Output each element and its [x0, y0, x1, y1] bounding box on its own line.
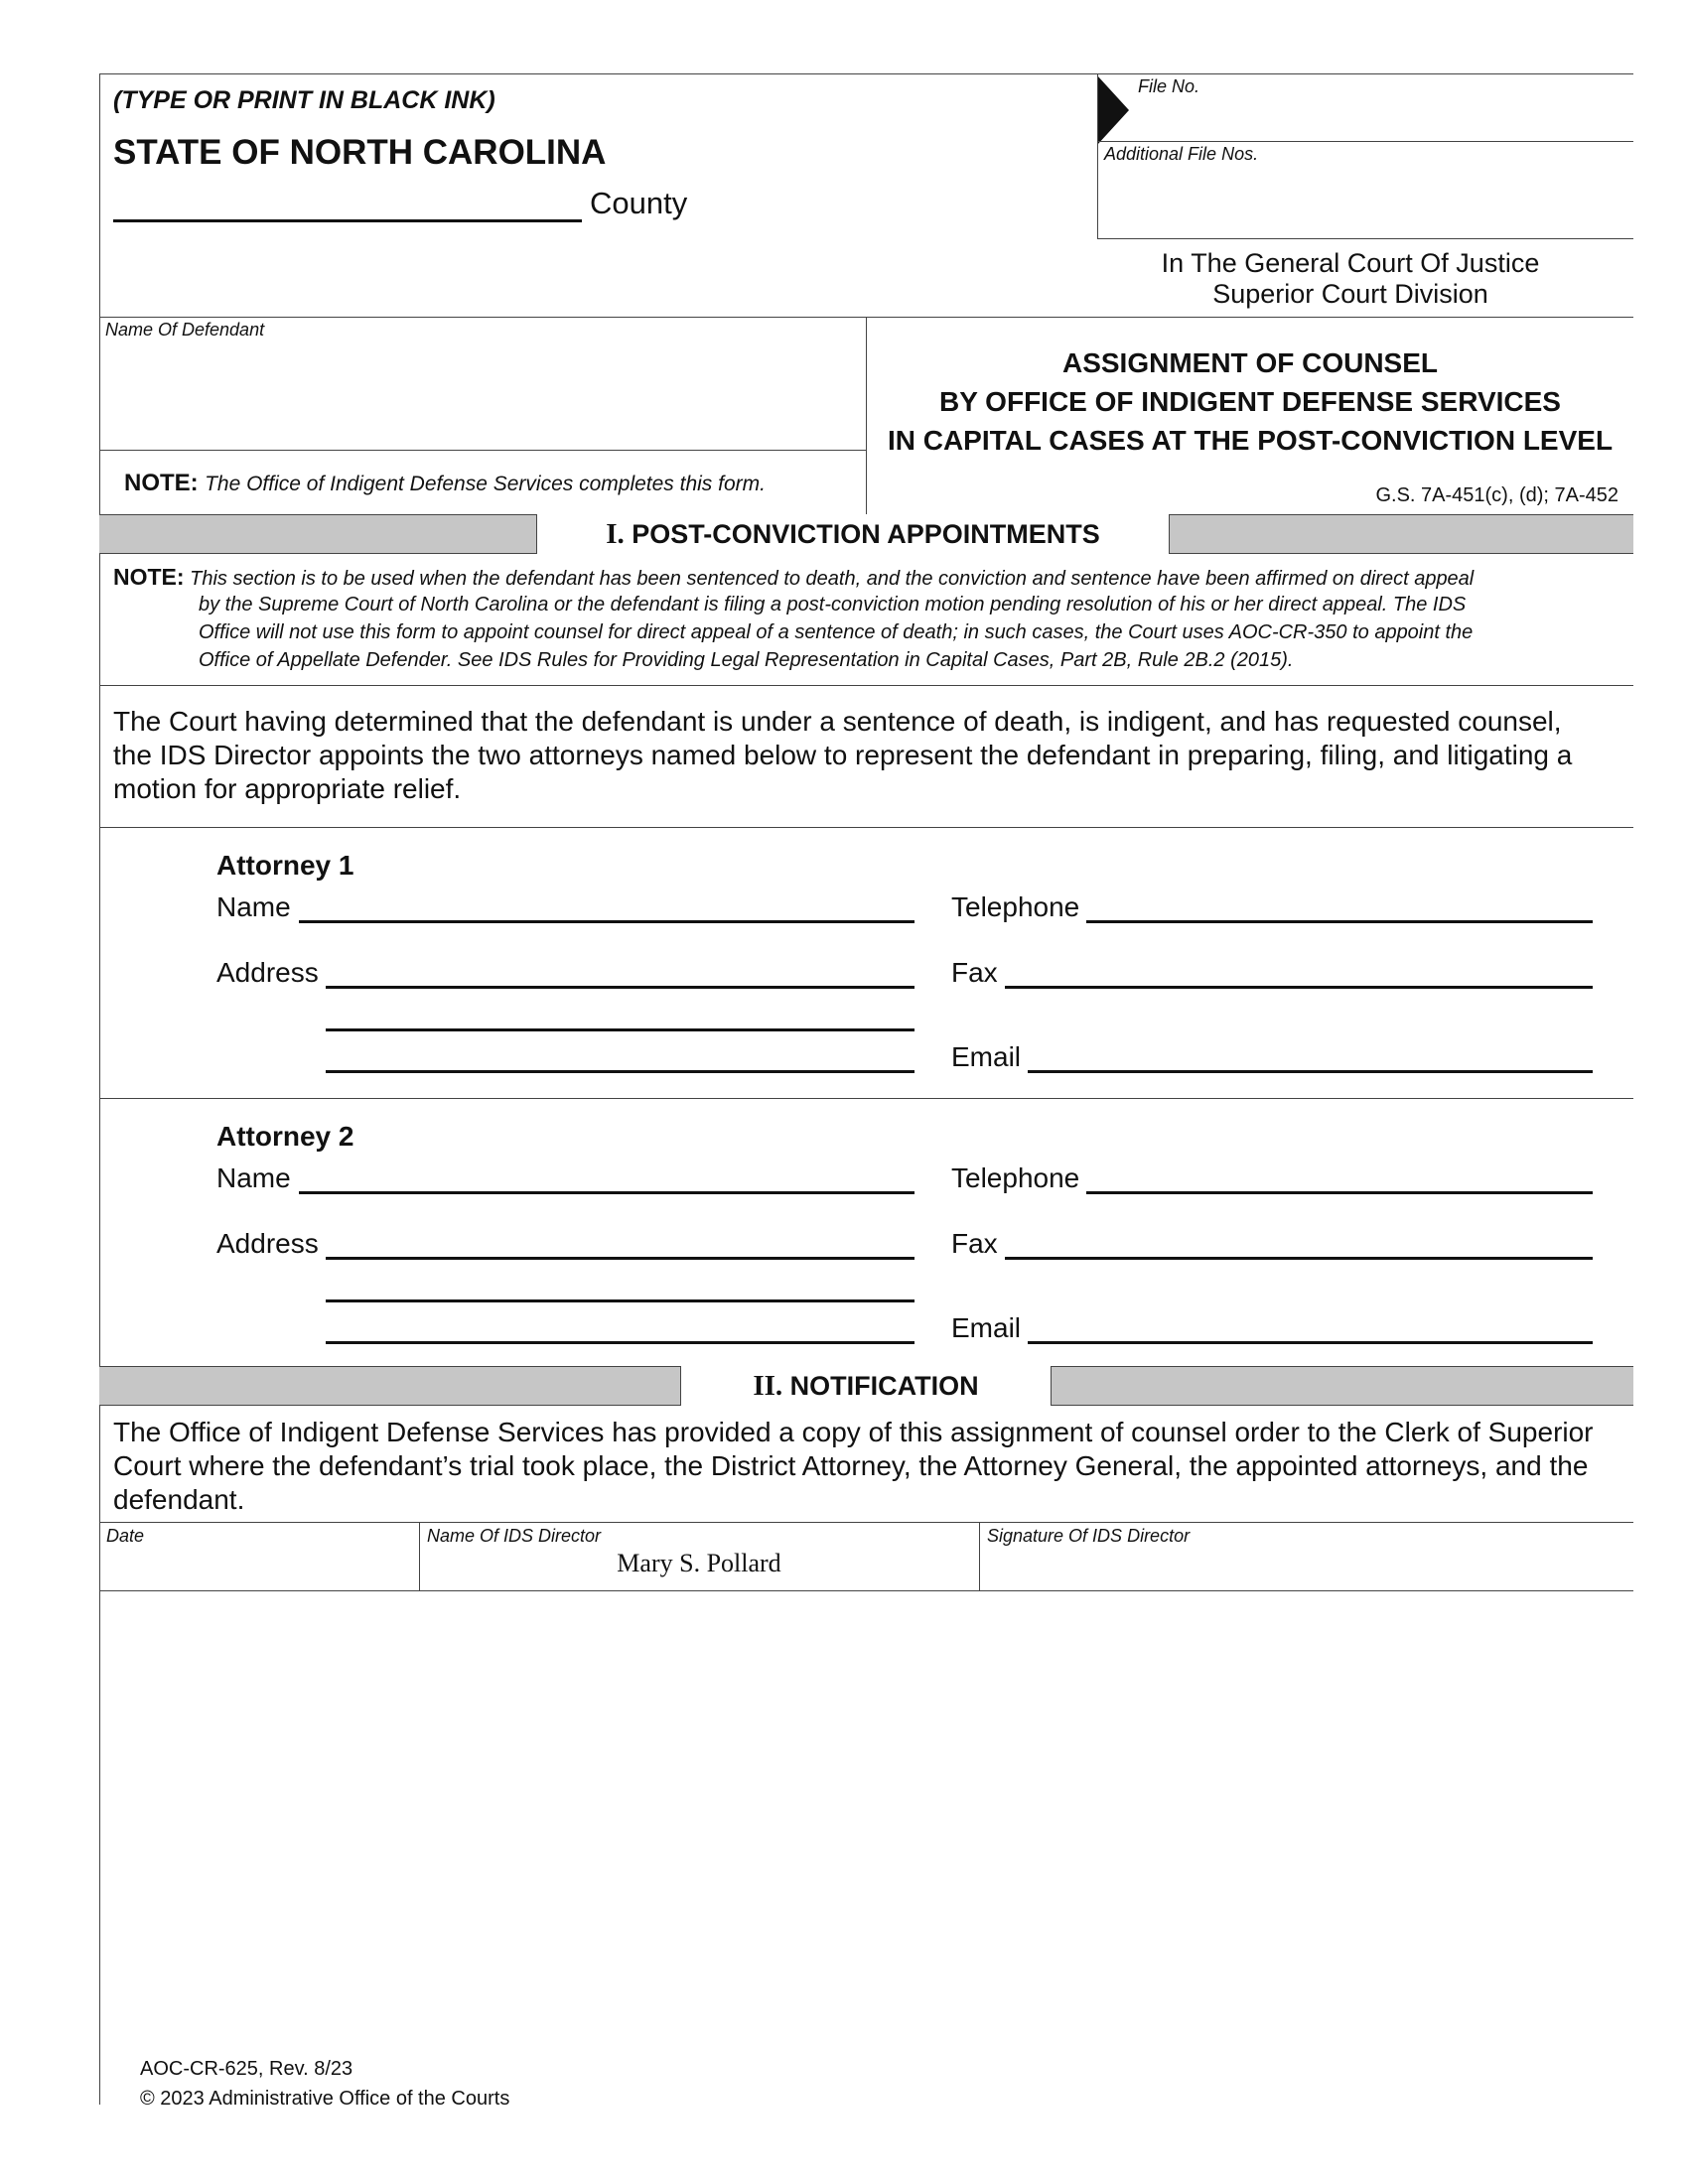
- attorney-1-heading: Attorney 1: [216, 850, 354, 881]
- attorney-2-fax-input[interactable]: [1005, 1257, 1593, 1260]
- county-label: County: [590, 186, 688, 220]
- file-no-input[interactable]: [1132, 95, 1628, 140]
- instruction-text: (TYPE OR PRINT IN BLACK INK): [113, 86, 495, 114]
- section-1-roman: I.: [606, 518, 625, 550]
- director-signature-label: Signature Of IDS Director: [987, 1526, 1191, 1546]
- section-1-note-line-3: Office will not use this form to appoint counsel for direct appeal of a sentence of death; in such cases, the Court uses AOC-CR-350 to appoint the: [199, 621, 1474, 643]
- director-name-value[interactable]: Mary S. Pollard: [617, 1549, 781, 1577]
- file-no-divider: [1097, 141, 1633, 142]
- state-title: STATE OF NORTH CAROLINA: [113, 133, 607, 172]
- attorney-2-email-input[interactable]: [1028, 1341, 1593, 1344]
- attorney-1-telephone-input[interactable]: [1086, 920, 1593, 923]
- defendant-note: [124, 470, 766, 497]
- form-title-line-1: ASSIGNMENT OF COUNSEL: [1061, 347, 1438, 378]
- additional-file-nos-input[interactable]: [1104, 165, 1630, 236]
- section-1-body-line-3: motion for appropriate relief.: [113, 773, 462, 804]
- defendant-name-input[interactable]: [105, 342, 860, 447]
- file-no-label: File No.: [1138, 76, 1200, 96]
- attorney-1-address-line-2[interactable]: [326, 1028, 914, 1031]
- section-1-note-line-1: [113, 564, 1642, 593]
- section-2-roman: II.: [753, 1370, 783, 1402]
- left-border: [99, 73, 100, 2105]
- defendant-name-label: Name Of Defendant: [105, 320, 265, 340]
- statute-reference: G.S. 7A-451(c), (d); 7A-452: [1375, 484, 1618, 506]
- defendant-divider: [99, 450, 866, 451]
- section-2-title: NOTIFICATION: [789, 1371, 979, 1401]
- additional-file-nos-label: Additional File Nos.: [1104, 144, 1259, 164]
- file-box-left-border: [1097, 73, 1098, 239]
- signature-row-top-border: [99, 1522, 1633, 1523]
- section-2-body-line-1: The Office of Indigent Defense Services has provided a copy of this assignment of counsel order to the Clerk of Superior: [113, 1417, 1594, 1447]
- section-1-note-line-2: by the Supreme Court of North Carolina or the defendant is filing a post-conviction motion pending resolution of his or her direct appeal. The IDS: [199, 594, 1467, 615]
- attorney-1-fax-input[interactable]: [1005, 986, 1593, 989]
- section-1-heading: [536, 514, 1170, 554]
- court-line-2: Superior Court Division: [1212, 279, 1488, 309]
- attorney-2-address-line-1[interactable]: [326, 1257, 914, 1260]
- attorney-1-address-line-3[interactable]: [326, 1070, 914, 1073]
- file-box-top-border: [1097, 73, 1633, 74]
- title-block-divider: [866, 317, 867, 514]
- form-title-line-3: IN CAPITAL CASES AT THE POST-CONVICTION LEVEL: [887, 425, 1614, 456]
- signature-row-divider-1: [419, 1522, 420, 1590]
- director-signature-input[interactable]: [983, 1547, 1628, 1588]
- attorney-2-telephone-input[interactable]: [1086, 1191, 1593, 1194]
- section-1-note-text-1: This section is to be used when the defendant has been sentenced to death, and the conviction and sentence have been affirmed on direct appeal: [190, 568, 1475, 590]
- form-title-line-2: BY OFFICE OF INDIGENT DEFENSE SERVICES: [939, 386, 1561, 417]
- section-2-body-line-2: Court where the defendant’s trial took place, the District Attorney, the Attorney General, the appointed attorneys, and the: [113, 1450, 1589, 1481]
- signature-row-divider-2: [979, 1522, 980, 1590]
- attorney-2-name-input[interactable]: [299, 1191, 914, 1194]
- attorney-1-top-divider: [99, 827, 1633, 828]
- attorney-1-name-input[interactable]: [299, 920, 914, 923]
- attorney-2-heading: Attorney 2: [216, 1121, 354, 1152]
- section-2-body-line-3: defendant.: [113, 1484, 245, 1515]
- attorney-2-fax-label: Fax: [951, 1228, 998, 1259]
- attorney-1-telephone-label: Telephone: [951, 891, 1080, 922]
- attorney-1-address-line-1[interactable]: [326, 986, 914, 989]
- section-1-title: POST-CONVICTION APPOINTMENTS: [632, 519, 1100, 549]
- attorney-1-email-input[interactable]: [1028, 1070, 1593, 1073]
- form-id: AOC-CR-625, Rev. 8/23: [140, 2058, 353, 2080]
- section-1-note-divider: [99, 685, 1633, 686]
- court-line-1: In The General Court Of Justice: [1161, 248, 1540, 278]
- attorney-1-address-label: Address: [216, 957, 319, 988]
- signature-row-bottom-border: [99, 1590, 1633, 1591]
- attorney-2-top-divider: [99, 1098, 1633, 1099]
- attorney-1-email-label: Email: [951, 1041, 1022, 1072]
- county-input[interactable]: [113, 219, 582, 222]
- section-1-note-prefix: NOTE:: [113, 564, 185, 590]
- attorney-2-email-label: Email: [951, 1312, 1022, 1343]
- attorney-2-name-label: Name: [216, 1162, 291, 1193]
- file-box-bottom-border: [1097, 238, 1633, 239]
- copyright-notice: © 2023 Administrative Office of the Courts: [140, 2088, 510, 2110]
- section-1-note-line-4: Office of Appellate Defender. See IDS Rules for Providing Legal Representation in Capital Cases, Part 2B, Rule 2B.2 (2015).: [199, 649, 1294, 671]
- attorney-1-name-label: Name: [216, 891, 291, 922]
- section-1-body-line-1: The Court having determined that the defendant is under a sentence of death, is indigent, and has requested counsel,: [113, 706, 1562, 737]
- top-border: [99, 73, 1097, 74]
- director-name-label: Name Of IDS Director: [427, 1526, 602, 1546]
- section-2-heading: [680, 1366, 1052, 1406]
- attorney-2-address-label: Address: [216, 1228, 319, 1259]
- file-no-arrow: [1097, 75, 1129, 145]
- date-input[interactable]: [103, 1547, 415, 1588]
- attorney-2-telephone-label: Telephone: [951, 1162, 1080, 1193]
- attorney-2-address-line-2[interactable]: [326, 1299, 914, 1302]
- defendant-note-text: The Office of Indigent Defense Services completes this form.: [205, 473, 766, 495]
- section-1-body-line-2: the IDS Director appoints the two attorneys named below to represent the defendant in preparing, filing, and litigating a: [113, 740, 1573, 770]
- date-label: Date: [106, 1526, 145, 1546]
- attorney-1-fax-label: Fax: [951, 957, 998, 988]
- defendant-note-prefix: NOTE:: [124, 470, 199, 496]
- attorney-2-address-line-3[interactable]: [326, 1341, 914, 1344]
